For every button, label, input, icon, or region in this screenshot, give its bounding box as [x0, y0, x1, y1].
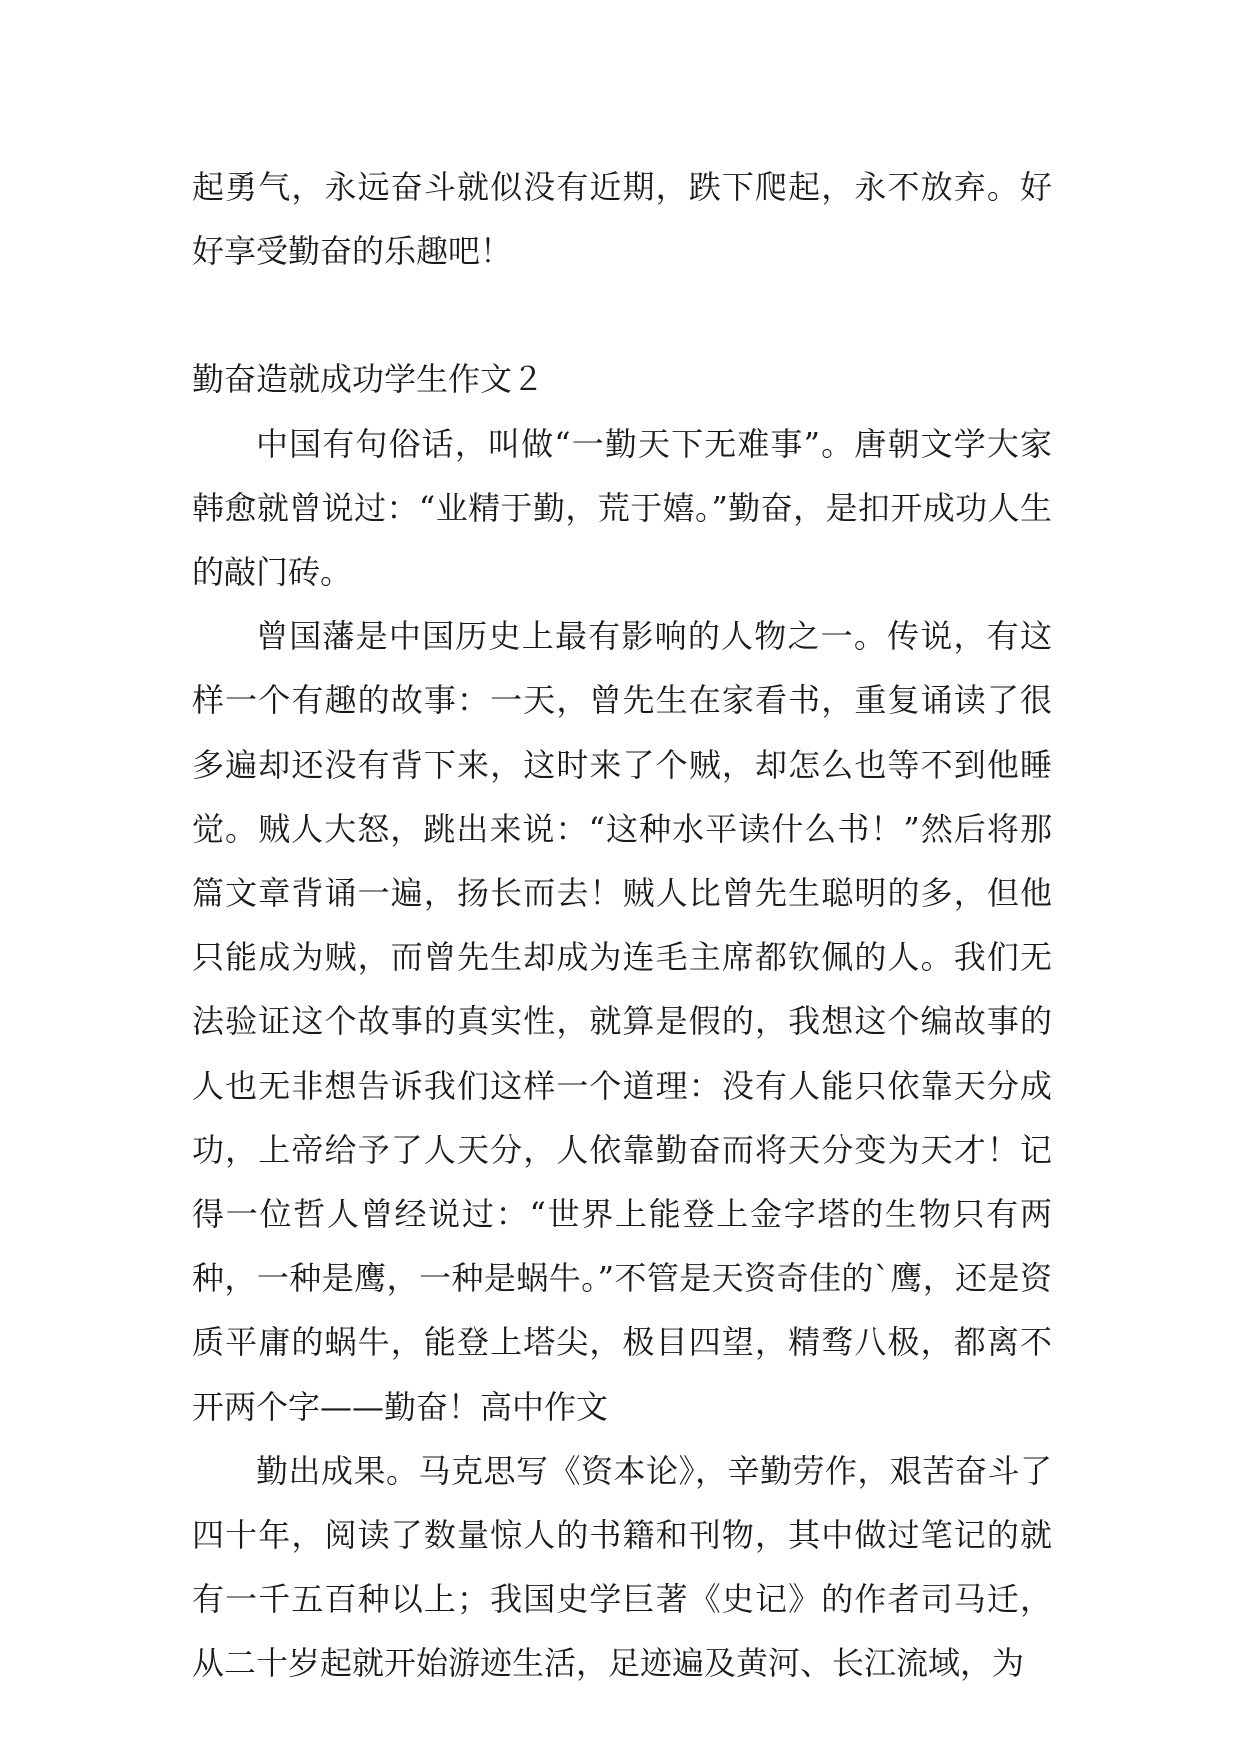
paragraph-2: 曾国藩是中国历史上最有影响的人物之一。传说，有这样一个有趣的故事：一天，曾先生在家看书，重复诵读了很多遍却还没有背下来，这时来了个贼，却怎么也等不到他睡觉。贼人大怒，跳出来说：“这种水平读什么书！”然后将那篇文章背诵一遍，扬长而去！贼人比曾先生聪明的多，但他只能成为贼，而曾先生却成为连毛主席都钦佩的人。我们无法验证这个故事的真实性，就算是假的，我想这个编故事的人也无非想告诉我们这样一个道理：没有人能只依靠天分成功，上帝给予了人天分，人依靠勤奋而将天分变为天才！记得一位哲人曾经说过：“世界上能登上金字塔的生物只有两种，一种是鹰，一种是蜗牛。”不管是天资奇佳的`鹰，还是资质平庸的蜗牛，能登上塔尖，极目四望，精骛八极，都离不开两个字——勤奋！高中作文 [192, 617, 1052, 1426]
section-title: 勤奋造就成功学生作文２ [192, 360, 545, 399]
paragraph-3: 勤出成果。马克思写《资本论》，辛勤劳作，艰苦奋斗了四十年，阅读了数量惊人的书籍和刊物，其中做过笔记的就有一千五百种以上；我国史学巨著《史记》的作者司马迁，从二十岁起就开始游迹生活，足迹遍及黄河、长江流域，为 [192, 1451, 1052, 1683]
intro-paragraph: 起勇气，永远奋斗就似没有近期，跌下爬起，永不放弃。好好享受勤奋的乐趣吧！ [192, 168, 1052, 271]
paragraph-1: 中国有句俗话，叫做“一勤天下无难事”。唐朝文学大家韩愈就曾说过：“业精于勤，荒于嬉。”勤奋，是扣开成功人生的敲门砖。 [192, 424, 1052, 592]
document-body [192, 155, 1052, 1696]
